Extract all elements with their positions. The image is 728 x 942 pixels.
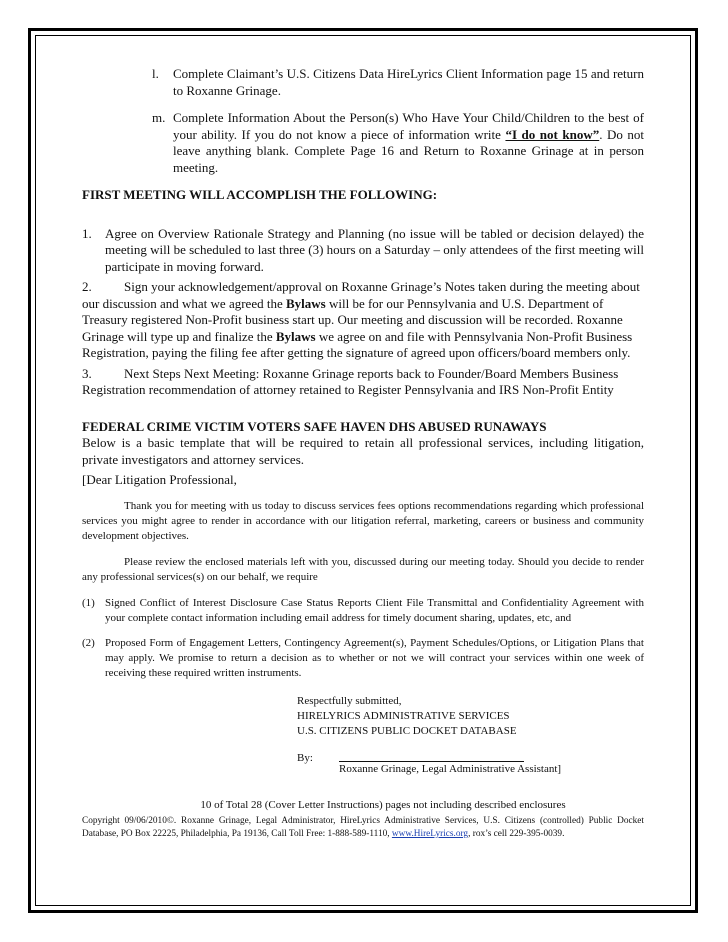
website-link[interactable]: www.HireLyrics.org [391, 829, 469, 839]
emphasis-text: “I do not know” [505, 126, 600, 142]
first-meeting-heading: FIRST MEETING WILL ACCOMPLISH THE FOLLOWING: [82, 187, 438, 202]
federal-heading: FEDERAL CRIME VICTIM VOTERS SAFE HAVEN DHS ABUSED RUNAWAYS [82, 418, 547, 434]
requirement-text: Proposed Form of Engagement Letters, Contingency Agreement(s), Payment Schedules/Options, or Litigation Plans that may apply. We promise to return a decision as to whether or not we will contract your services within one week of receiving these required written instruments. [105, 636, 644, 679]
numbered-item-3 [82, 366, 644, 399]
sub-item-list [152, 66, 644, 176]
item-text-part: we agree on and file with Pennsylvania Non-Profit Business Registration, paying the filing fee after getting the signature of agreed upon officers/board members only. [82, 328, 633, 360]
sub-item-l [152, 66, 644, 99]
sub-item-marker: m. [152, 110, 166, 125]
salutation: [Dear Litigation Professional, [82, 472, 237, 487]
sub-item-text-part: . Do not leave anything blank. Complete Page 16 and Return to Roxanne Grinage at in person meeting. [173, 126, 645, 175]
requirement-marker: (2) [82, 636, 95, 649]
requirement-item-2 [82, 636, 644, 681]
document-body [82, 66, 644, 841]
item-text-part: Sign your acknowledgement/approval on Roxanne Grinage’s Notes taken during the meeting about our discussion and what we agreed the [82, 279, 640, 311]
sub-item-text: Complete Claimant’s U.S. Citizens Data HireLyrics Client Information page 15 and return to Roxanne Grinage. [173, 66, 644, 98]
sub-item-marker: l. [152, 66, 159, 81]
item-text-part: will be for our Pennsylvania and U.S. Department of Treasury registered Non-Profit business start up. Our meeting and discussion will be recorded. Roxanne Grinage will type up and finalize the [82, 295, 623, 344]
item-marker: 1. [82, 225, 92, 241]
requirement-item-1 [82, 596, 644, 626]
signature-org: HIRELYRICS ADMINISTRATIVE SERVICES [297, 709, 510, 722]
copyright-text: , rox’s cell 229-395-0039. [468, 829, 565, 839]
sub-item-m [152, 110, 644, 176]
copyright-text: Copyright 09/06/2010©. Roxanne Grinage, Legal Administrator, HireLyrics Administrative Services, U.S. Citizens (controlled) Public Docket Database, PO Box 22225, Philadelphia, Pa 19136, Call Toll Free: 1-888-589-1110, [82, 816, 644, 839]
numbered-item-2 [82, 279, 644, 362]
requirement-text: Signed Conflict of Interest Disclosure Case Status Reports Client File Transmittal and Confidentiality Agreement with your complete contact information including email address for timely document sharing, updates, etc, and [105, 596, 644, 624]
item-marker: 3. [82, 365, 92, 381]
letter-paragraph-1: Thank you for meeting with us today to discuss services fees options recommendations regarding which professional services you might agree to render in accordance with our litigation referral, marketing, careers or business and community development objectives. [82, 499, 644, 542]
sub-item-text-part: Complete Information About the Person(s) Who Have Your Child/Children to the best of your ability. If you do not know a piece of information write [173, 110, 644, 142]
template-intro: Below is a basic template that will be required to retain all professional services, including litigation, private investigators and attorney services. [82, 435, 644, 467]
letter-paragraph-2: Please review the enclosed materials left with you, discussed during our meeting today. Should you decide to render any professional services(s) on our behalf, we require [82, 555, 644, 583]
signature-block [297, 694, 644, 777]
signature-line [339, 751, 524, 762]
signature-org-2: U.S. CITIZENS PUBLIC DOCKET DATABASE [297, 724, 517, 737]
requirement-marker: (1) [82, 596, 95, 609]
bylaws-bold: Bylaws [275, 328, 316, 344]
item-text: Agree on Overview Rationale Strategy and Planning (no issue will be tabled or decision delayed) the meeting will be scheduled to last three (3) hours on a Saturday – only attendees of the first meeting will participate in moving forward. [105, 225, 644, 274]
numbered-item-1 [82, 226, 644, 276]
signatory-name: Roxanne Grinage, Legal Administrative Assistant] [339, 762, 562, 775]
item-text: Next Steps Next Meeting: Roxanne Grinage reports back to Founder/Board Members Business Registration recommendation of attorney retained to Register Pennsylvania and IRS Non-Profit Entity [82, 365, 619, 397]
bylaws-bold: Bylaws [285, 295, 326, 311]
page-count-footer: 10 of Total 28 (Cover Letter Instructions) pages not including described enclosures [200, 798, 566, 811]
signature-closing: Respectfully submitted, [297, 694, 402, 707]
sub-item-text [173, 110, 644, 176]
signature-by-row [297, 751, 644, 777]
copyright-footer [82, 815, 644, 841]
by-label: By: [297, 751, 313, 764]
item-marker: 2. [82, 279, 92, 294]
